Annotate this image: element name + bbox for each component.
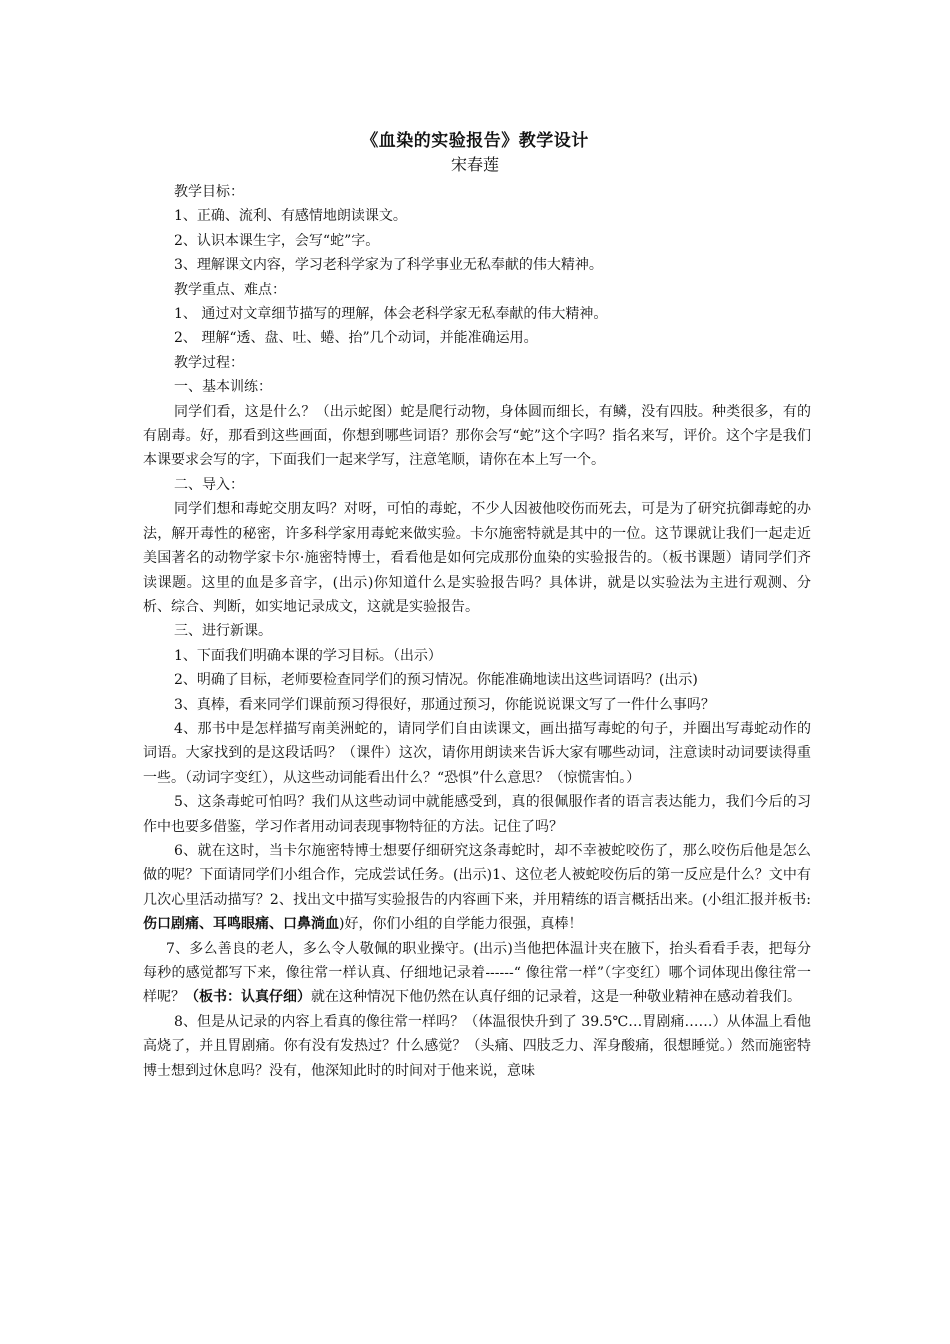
section-heading: 二、导入： <box>174 476 244 493</box>
step-paragraph: 8、但是从记录的内容上看真的像往常一样吗？（体温很快升到了 39.5℃…胃剧痛……）从体温上看他高烧了，并且胃剧痛。你有没有发热过？什么感觉？（头痛、四肢乏力、浑身酸痛，很想睡觉。）然而施密特博士想到过休息吗？没有，他深知此时的时间对于他来说，意味 <box>143 1013 811 1079</box>
keypoints-heading: 教学重点、难点： <box>174 281 286 298</box>
board-note: （板书：认真仔细） <box>185 989 311 1006</box>
step-paragraph: 3、真棒，看来同学们课前预习得很好，那通过预习，你能说说课文写了一件什么事吗？ <box>174 696 715 713</box>
keypoint-item: 1、 通过对文章细节描写的理解，体会老科学家无私奉献的伟大精神。 <box>174 306 608 323</box>
objective-item: 1、正确、流利、有感情地朗读课文。 <box>174 208 407 225</box>
objective-item: 2、认识本课生字，会写“蛇”字。 <box>174 232 380 249</box>
step-paragraph: 1、下面我们明确本课的学习目标。（出示） <box>174 647 442 664</box>
section-heading: 三、进行新课。 <box>174 623 272 640</box>
section-heading: 一、基本训练： <box>174 379 272 396</box>
section-paragraph: 同学们想和毒蛇交朋友吗？对呀，可怕的毒蛇，不少人因被他咬伤而死去，可是为了研究抗御毒蛇的办法，解开毒性的秘密，许多科学家用毒蛇来做实验。卡尔施密特就是其中的一位。这节课就让我们一起走近美国著名的动物学家卡尔·施密特博士，看看他是如何完成那份血染的实验报告的。（板书课题）请同学们齐读课题。这里的血是多音字，(出示)你知道什么是实验报告吗？具体讲，就是以实验法为主进行观测、分析、综合、判断，如实地记录成文，这就是实验报告。 <box>143 501 811 615</box>
step-text: )好，你们小组的自学能力很强，真棒！ <box>339 916 583 933</box>
step-paragraph <box>143 839 811 937</box>
document-title: 《血染的实验报告》教学设计 <box>361 131 589 151</box>
step-text: 7、多么善良的老人，多么令人敬佩的职业操守。(出示)当他把体温计夹在腋下，抬头看看手表，把每分每秒的感觉都写下来，像往常一样认真、仔细地记录着------“ 像往常一样”（字变红）哪个词体现出像往常一样呢？ <box>143 940 811 1006</box>
document-author: 宋春莲 <box>450 155 499 174</box>
step-paragraph: 2、明确了目标，老师要检查同学们的预习情况。你能准确地读出这些词语吗？(出示) <box>174 672 698 689</box>
board-note: 伤口剧痛、耳鸣眼痛、口鼻淌血 <box>143 916 339 933</box>
step-paragraph: 4、那书中是怎样描写南美洲蛇的，请同学们自由读课文，画出描写毒蛇的句子，并圈出写毒蛇动作的词语。大家找到的是这段话吗？（课件）这次，请你用朗读来告诉大家有哪些动词，注意读时动词要读得重一些。（动词字变红），从这些动词能看出什么？“恐惧”什么意思？（惊慌害怕。） <box>143 720 811 786</box>
document-body <box>143 180 811 1083</box>
step-text: 6、就在这时，当卡尔施密特博士想要仔细研究这条毒蛇时，却不幸被蛇咬伤了，那么咬伤后他是怎么做的呢？下面请同学们小组合作，完成尝试任务。(出示)1、这位老人被蛇咬伤后的第一反应是什么？文中有几次心里活动描写？2、找出文中描写实验报告的内容画下来，并用精练的语言概括出来。(小组汇报并板书: <box>143 842 811 908</box>
objective-item: 3、理解课文内容，学习老科学家为了科学事业无私奉献的伟大精神。 <box>174 257 603 274</box>
step-paragraph: 5、这条毒蛇可怕吗？我们从这些动词中就能感受到，真的很佩服作者的语言表达能力，我们今后的习作中也要多借鉴，学习作者用动词表现事物特征的方法。记住了吗？ <box>143 794 811 835</box>
step-paragraph <box>143 937 811 1010</box>
process-heading: 教学过程： <box>174 354 244 371</box>
keypoint-item: 2、 理解“透、盘、吐、蜷、抬”几个动词，并能准确运用。 <box>174 330 538 347</box>
step-text: 就在这种情况下他仍然在认真仔细的记录着，这是一种敬业精神在感动着我们。 <box>311 989 801 1006</box>
objectives-heading: 教学目标： <box>174 184 244 200</box>
section-paragraph: 同学们看，这是什么？（出示蛇图）蛇是爬行动物，身体圆而细长，有鳞，没有四肢。种类很多，有的有剧毒。好，那看到这些画面，你想到哪些词语？那你会写“蛇”这个字吗？指名来写，评价。这个字是我们本课要求会写的字，下面我们一起来学写，注意笔顺，请你在本上写一个。 <box>143 403 811 469</box>
